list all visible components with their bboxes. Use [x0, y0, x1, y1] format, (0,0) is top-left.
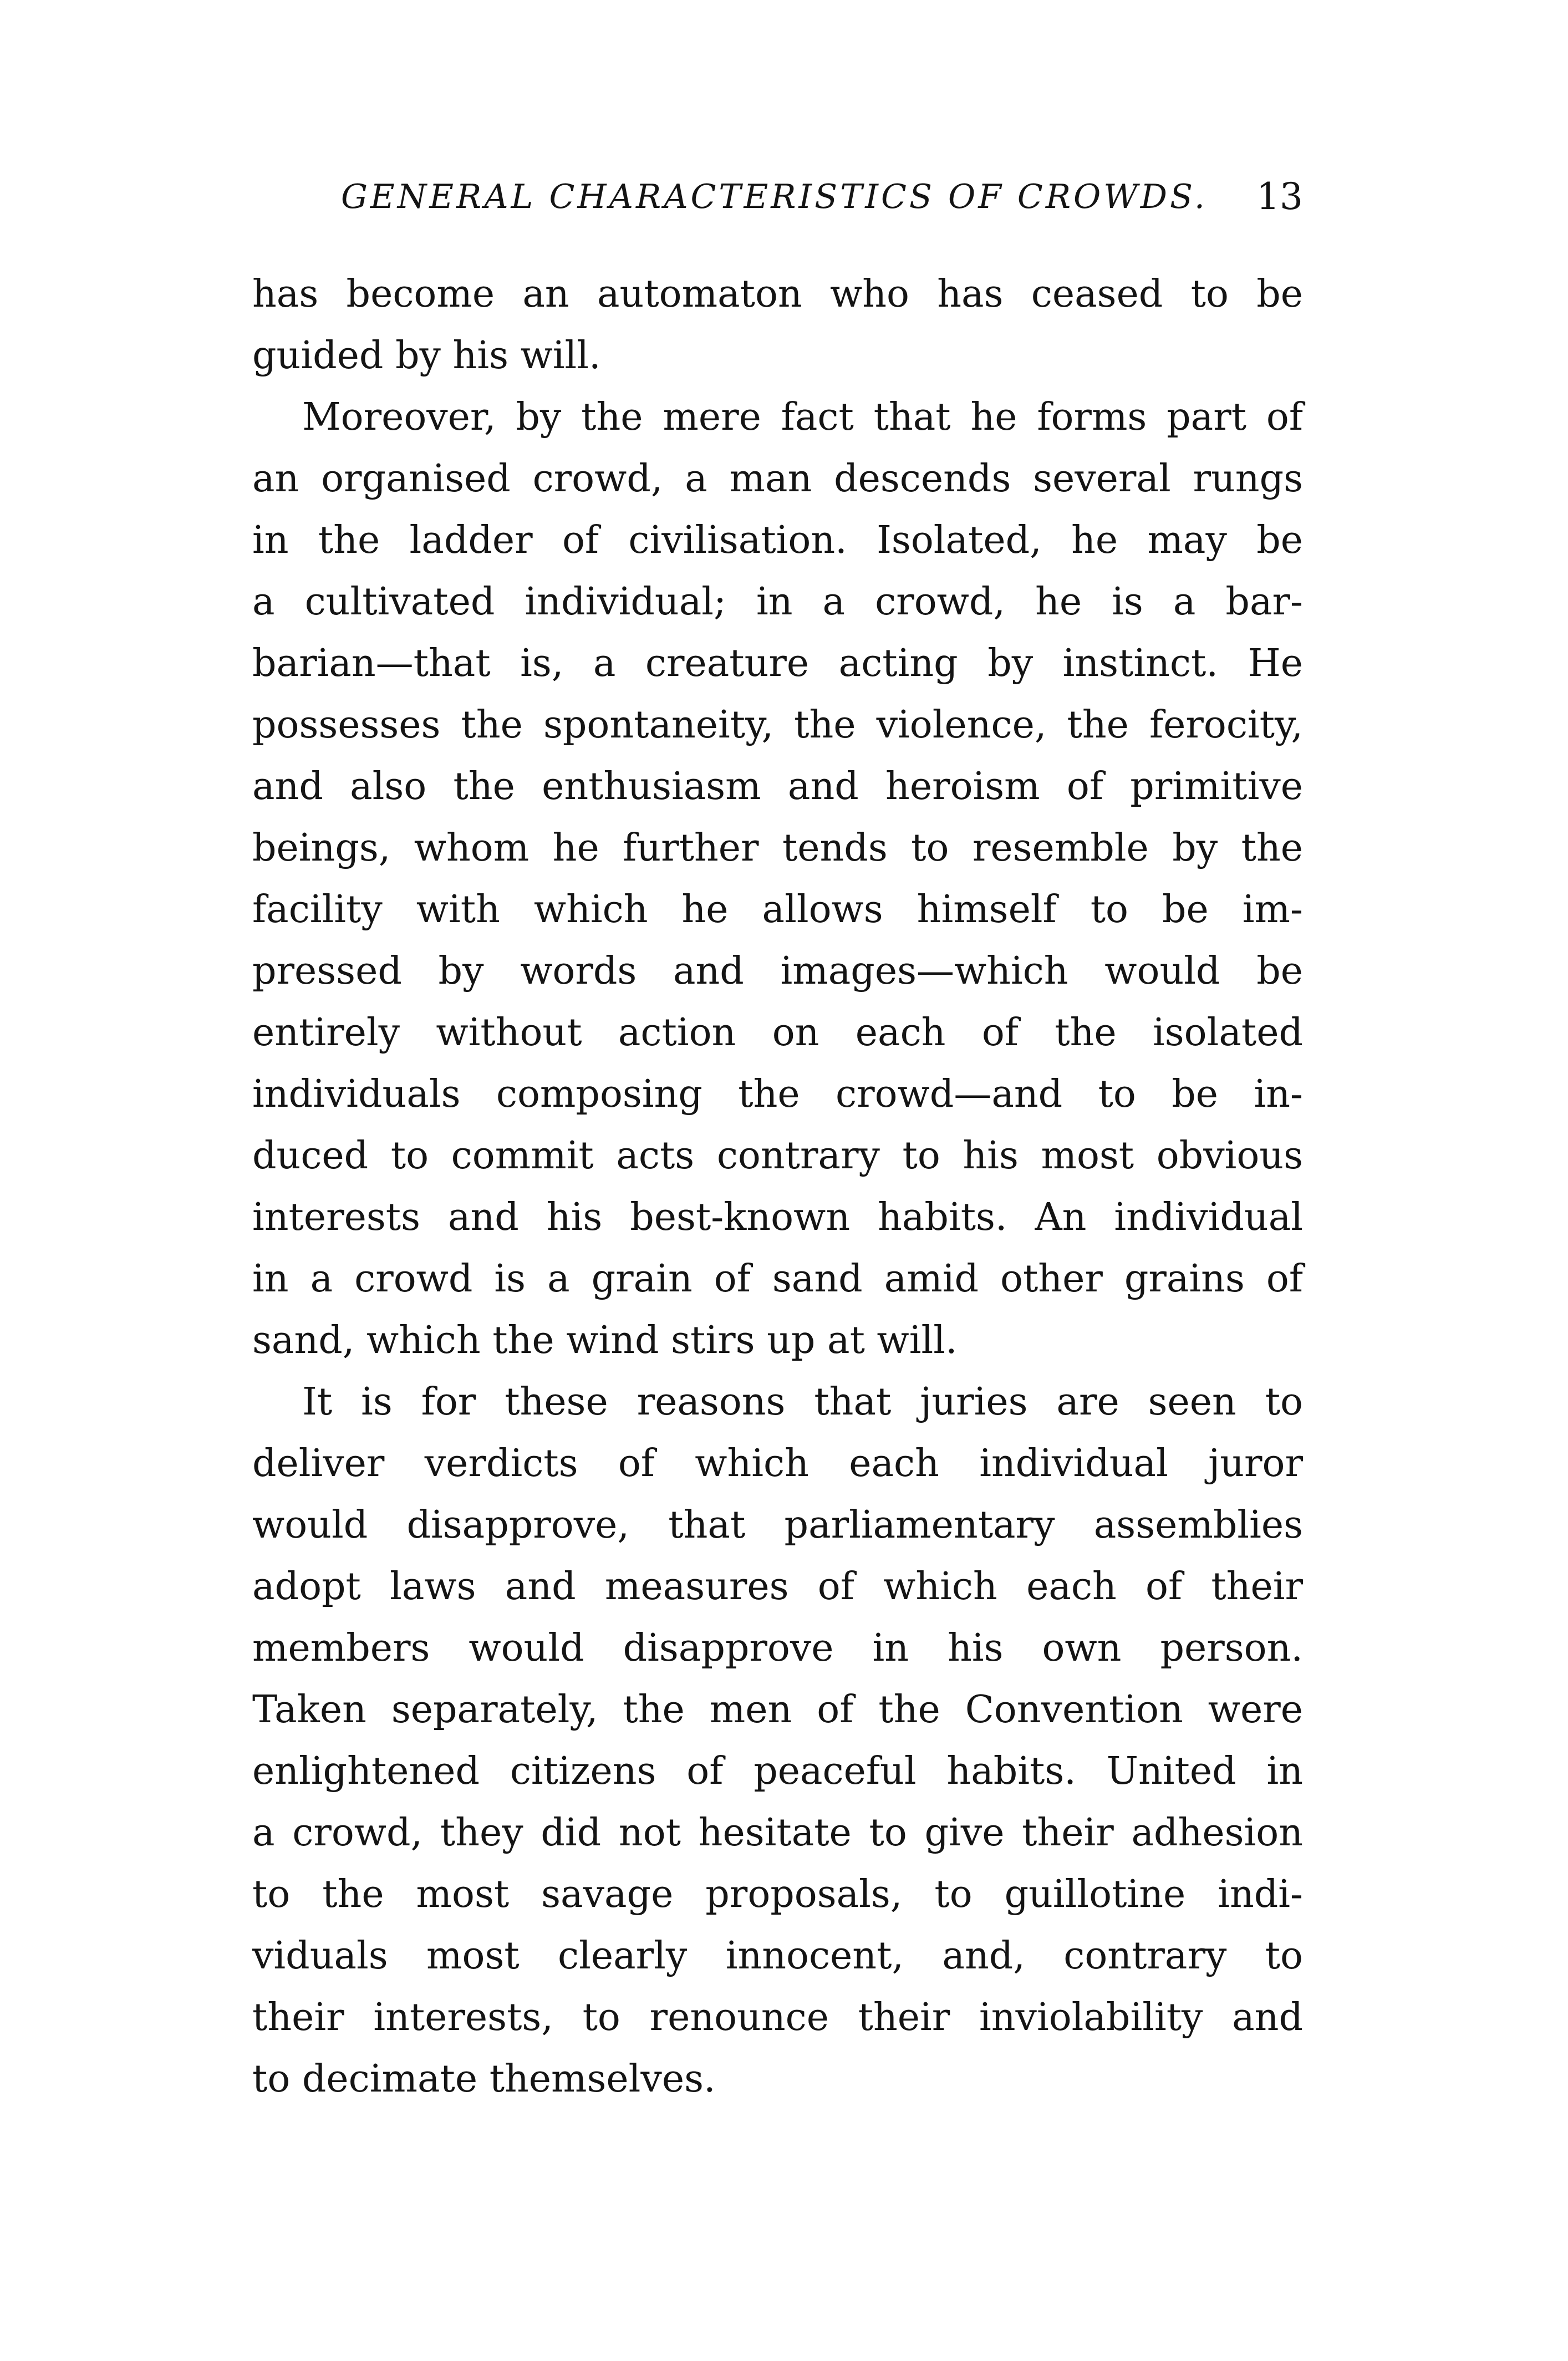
text-line: facility with which he allows himself to be im- [252, 888, 1303, 932]
text-line: sand, which the wind stirs up at will. [252, 1319, 958, 1362]
paragraph-2 [252, 386, 1303, 1371]
text-line: possesses the spontaneity, the violence, the ferocity, [252, 703, 1303, 747]
text-line: barian—that is, a creature acting by instinct. He [252, 642, 1303, 685]
text-line: It is for these reasons that juries are seen to [302, 1380, 1303, 1424]
text-line: viduals most clearly innocent, and, contrary to [252, 1934, 1303, 1978]
text-line: a crowd, they did not hesitate to give their adhesion [252, 1811, 1303, 1855]
text-line: entirely without action on each of the isolated [252, 1011, 1303, 1055]
running-head-title: GENERAL CHARACTERISTICS OF CROWDS. [341, 177, 1208, 216]
text-line: has become an automaton who has ceased to be [252, 272, 1303, 316]
text-line: would disapprove, that parliamentary assemblies [252, 1503, 1303, 1547]
text-line: Moreover, by the mere fact that he forms part of [302, 395, 1303, 439]
text-line: interests and his best-known habits. An individual [252, 1195, 1303, 1239]
text-line: individuals composing the crowd—and to be in- [252, 1072, 1303, 1116]
text-line: Taken separately, the men of the Convention were [252, 1688, 1303, 1732]
text-line: to decimate themselves. [252, 2057, 716, 2101]
body-text [252, 263, 1303, 2110]
page-number: 13 [1256, 175, 1303, 218]
text-line: their interests, to renounce their inviolability and [252, 1996, 1303, 2039]
paragraph-3 [252, 1371, 1303, 2110]
text-line: enlightened citizens of peaceful habits. United in [252, 1749, 1303, 1793]
text-line: deliver verdicts of which each individual juror [252, 1442, 1303, 1485]
text-line: a cultivated individual; in a crowd, he is a bar- [252, 580, 1303, 624]
text-line: an organised crowd, a man descends several rungs [252, 457, 1303, 501]
text-line: pressed by words and images—which would be [252, 949, 1303, 993]
text-line: to the most savage proposals, to guillotine indi- [252, 1872, 1303, 1916]
text-line: and also the enthusiasm and heroism of primitive [252, 765, 1303, 808]
text-line: adopt laws and measures of which each of their [252, 1565, 1303, 1609]
text-line: members would disapprove in his own person. [252, 1626, 1303, 1670]
paragraph-1 [252, 263, 1303, 386]
text-line: beings, whom he further tends to resemble by the [252, 826, 1303, 870]
text-line: duced to commit acts contrary to his most obvious [252, 1134, 1303, 1178]
text-line: guided by his will. [252, 334, 601, 378]
text-line: in a crowd is a grain of sand amid other grains of [252, 1257, 1303, 1301]
text-line: in the ladder of civilisation. Isolated, he may be [252, 518, 1303, 562]
